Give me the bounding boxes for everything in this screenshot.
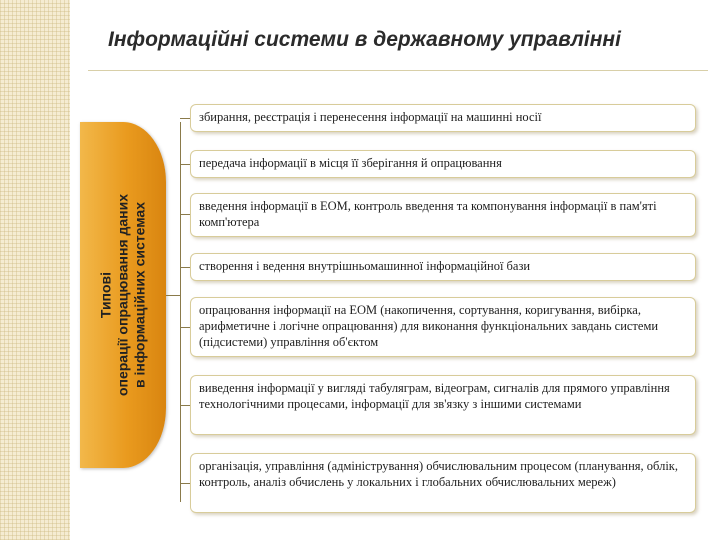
side-pattern (0, 0, 70, 540)
operation-box-6: виведення інформації у вигляді табуляграм, відеограм, сигналів для прямого управління технологічними процесами, інформації для зв'язку з іншими системами (190, 375, 696, 435)
connector-tick (180, 164, 190, 165)
connector-tick (180, 214, 190, 215)
operation-box-5: опрацювання інформації на ЕОМ (накопичення, сортування, коригування, вибірка, арифметичне і логічне опрацювання) для виконання функціональних завдань системи (підсистеми) управління об'єктом (190, 297, 696, 357)
operation-box-2: передача інформації в місця її зберігання й опрацювання (190, 150, 696, 178)
connector-horizontal (166, 295, 180, 296)
banner-line-3: в інформаційних системах (131, 202, 148, 389)
connector-tick (180, 483, 190, 484)
operation-box-1: збирання, реєстрація і перенесення інформації на машинні носії (190, 104, 696, 132)
connector-tick (180, 267, 190, 268)
title-divider (88, 70, 708, 71)
operation-box-4: створення і ведення внутрішньомашинної інформаційної бази (190, 253, 696, 281)
connector-tick (180, 118, 190, 119)
operation-box-7: організація, управління (адміністрування) обчислювальним процесом (планування, облік, контроль, аналіз обчислень у локальних і глобальних обчислювальних мереж) (190, 453, 696, 513)
banner-line-1: Типові (97, 271, 114, 319)
connector-vertical (180, 122, 181, 502)
page-title: Інформаційні системи в державному управлінні (108, 28, 621, 51)
connector-tick (180, 405, 190, 406)
banner-text (98, 135, 149, 455)
vertical-banner (80, 122, 166, 468)
operation-box-3: введення інформації в ЕОМ, контроль введення та компонування інформації в пам'яті комп'ютера (190, 193, 696, 237)
banner-line-2: операції опрацювання даних (114, 193, 131, 397)
connector-tick (180, 327, 190, 328)
